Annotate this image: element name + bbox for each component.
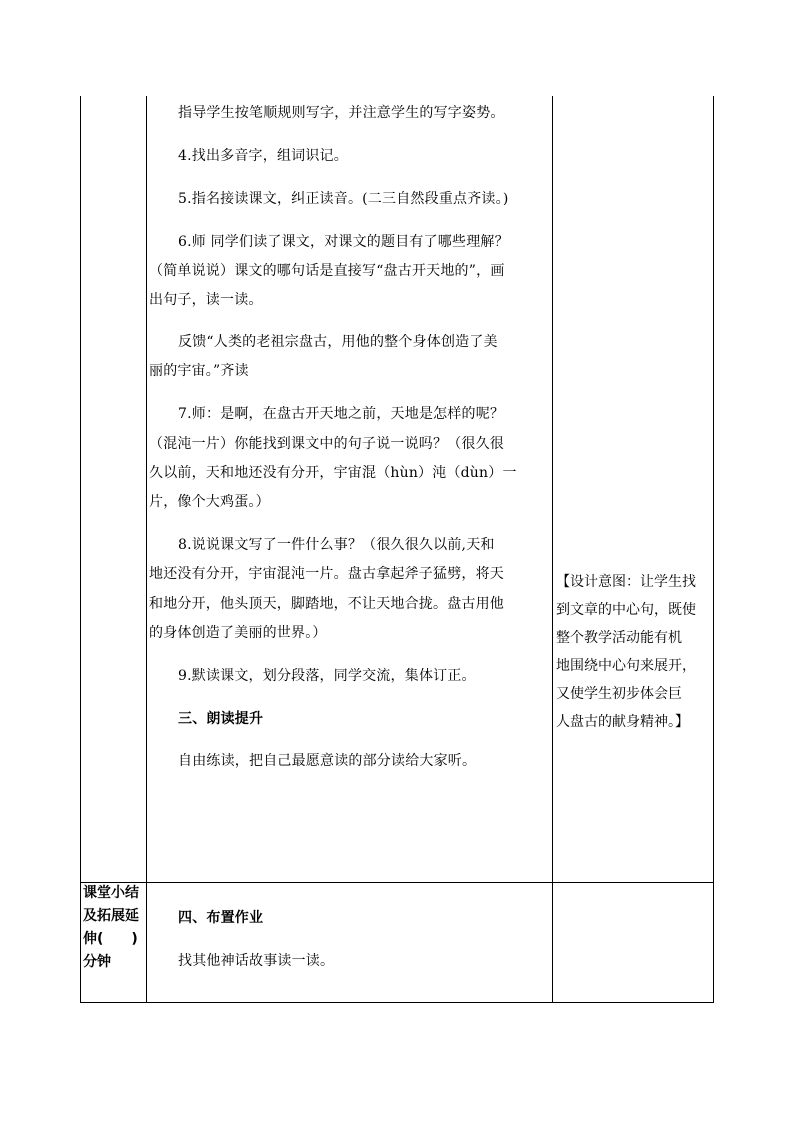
section-heading-homework: 四、布置作业 [178,910,264,926]
process-line-4: 6.师 同学们读了课文，对课文的题目有了哪些理解？ [178,234,509,250]
design-note-line: 整个教学活动能有机 [556,630,682,646]
design-note-line: 人盘古的献身精神。】 [556,714,689,730]
process-line-16: 的身体创造了美丽的世界。） [149,625,327,641]
table-col-divider-1 [146,96,147,1003]
process-line-6: 出句子，读一读。 [149,292,263,308]
process-line-1: 指导学生按笔顺规则写字，并注意学生的写字姿势。 [178,105,505,121]
summary-label-line: 及拓展延 [83,908,139,924]
table-row-divider [80,882,714,883]
design-note-line: 地围绕中心句来展开， [556,658,696,674]
homework-text: 找其他神话故事读一读。 [178,953,335,969]
process-line-7: 反馈“人类的老祖宗盘古，用他的整个身体创造了美 [178,334,498,350]
summary-label-line: 分钟 [83,954,111,970]
process-line-13: 8.说说课文写了一件什么事？（很久很久以前,天和 [178,537,495,553]
process-line-11: 久以前，天和地还没有分开，宇宙混（hùn）沌（dùn）一 [149,465,517,481]
process-line-3: 5.指名接读课文，纠正读音。(二三自然段重点齐读。) [178,191,509,207]
summary-label-line: 伸( ) [83,931,138,947]
process-line-2: 4.找出多音字，组词识记。 [178,148,348,164]
process-line-12: 片，像个大鸡蛋。） [149,494,270,510]
design-intent-note [556,568,712,736]
design-note-line: 到文章的中心句，既使 [556,602,696,618]
design-note-line: 【设计意图：让学生找 [556,574,696,590]
summary-row-label [83,882,145,974]
summary-label-line: 课堂小结 [83,885,139,901]
process-line-8: 丽的宇宙。”齐读 [149,363,249,379]
process-line-5: （简单说说）课文的哪句话是直接写“盘古开天地的”，画 [149,263,505,279]
process-line-19: 自由练读，把自己最愿意读的部分读给大家听。 [178,753,477,769]
table-right-border [713,96,714,1003]
table-left-border [80,96,81,1003]
process-line-17: 9.默读课文，划分段落，同学交流，集体订正。 [178,668,476,684]
process-line-9: 7.师：是啊，在盘古开天地之前，天地是怎样的呢？ [178,406,505,422]
section-heading-reading: 三、朗读提升 [178,711,264,727]
process-line-10: （混沌一片）你能找到课文中的句子说一说吗？（很久很 [149,436,504,452]
process-line-15: 和地分开，他头顶天，脚踏地，不让天地合拢。盘古用他 [149,596,504,612]
process-line-14: 地还没有分开，宇宙混沌一片。盘古拿起斧子猛劈，将天 [149,566,504,582]
table-bottom-border [80,1002,714,1003]
table-col-divider-2 [552,96,553,1003]
design-note-line: 又使学生初步体会巨 [556,686,682,702]
